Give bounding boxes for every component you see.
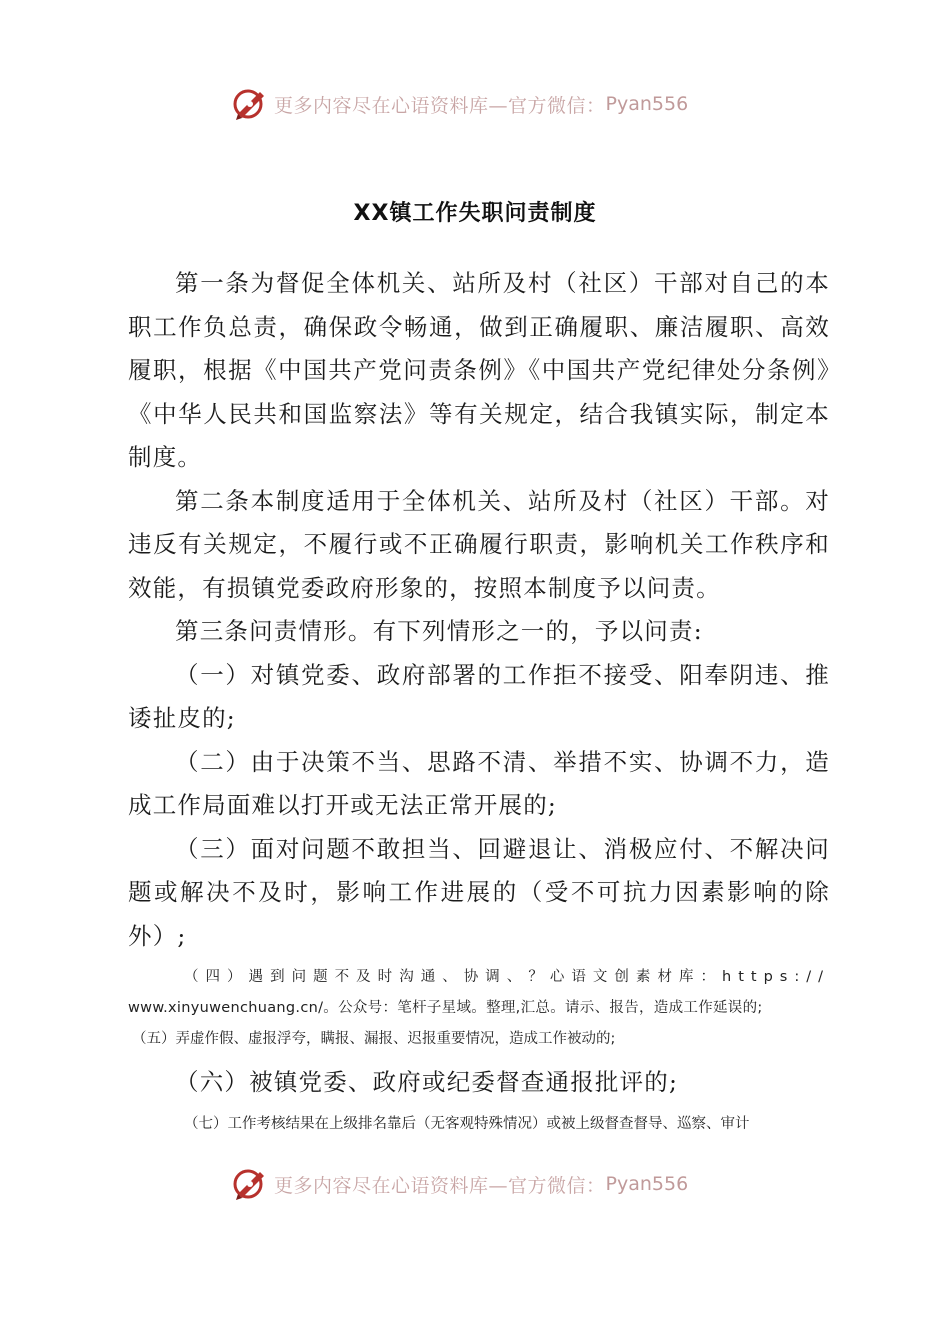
clause-4-line-1: （四）遇到问题不及时沟通、协调、？心语文创素材库：https:// (184, 969, 830, 985)
document-title: XX镇工作失职问责制度 (353, 201, 597, 226)
header-banner (230, 82, 688, 126)
clause-6: （六）被镇党委、政府或纪委督查通报批评的; (175, 1068, 679, 1096)
clause-4-line-2: www.xinyuwenchuang.cn/。公众号：笔杆子星域。整理,汇总。请示、报告，造成工作延误的; (128, 1000, 763, 1016)
footer-brand-text: 更多内容尽在心语资料库—官方微信： (274, 1174, 606, 1197)
pen-logo-icon (230, 84, 270, 124)
clause-1: （一）对镇党委、政府部署的工作拒不接受、阳奉阴违、推诿扯皮的; (128, 660, 830, 732)
clause-2: （二）由于决策不当、思路不清、举措不实、协调不力，造成工作局面难以打开或无法正常开展的; (128, 747, 830, 819)
article-3: 第三条问责情形。有下列情形之一的，予以问责: (175, 617, 703, 645)
document-body (128, 262, 830, 1140)
pen-logo-icon (230, 1164, 270, 1204)
clause-3: （三）面对问题不敢担当、回避退让、消极应付、不解决问题或解决不及时，影响工作进展的（受不可抗力因素影响的除外）; (128, 834, 830, 950)
article-2: 第二条本制度适用于全体机关、站所及村（社区）干部。对违反有关规定，不履行或不正确履行职责，影响机关工作秩序和效能，有损镇党委政府形象的，按照本制度予以问责。 (128, 486, 830, 602)
article-1: 第一条为督促全体机关、站所及村（社区）干部对自己的本职工作负总责，确保政令畅通，做到正确履职、廉洁履职、高效履职，根据《中国共产党问责条例》《中国共产党纪律处分条例》《中华人民共和国监察法》等有关规定，结合我镇实际，制定本制度。 (128, 269, 830, 471)
banner-brand-text: 更多内容尽在心语资料库—官方微信： (274, 94, 606, 117)
clause-5: （五）弄虚作假、虚报浮夸，瞒报、漏报、迟报重要情况，造成工作被动的; (132, 1031, 616, 1047)
footer-banner (230, 1162, 688, 1206)
footer-wechat-id: Pyan556 (605, 1173, 689, 1195)
banner-wechat-id: Pyan556 (605, 93, 689, 115)
clause-7: （七）工作考核结果在上级排名靠后（无客观特殊情况）或被上级督查督导、巡察、审计 (184, 1115, 750, 1132)
